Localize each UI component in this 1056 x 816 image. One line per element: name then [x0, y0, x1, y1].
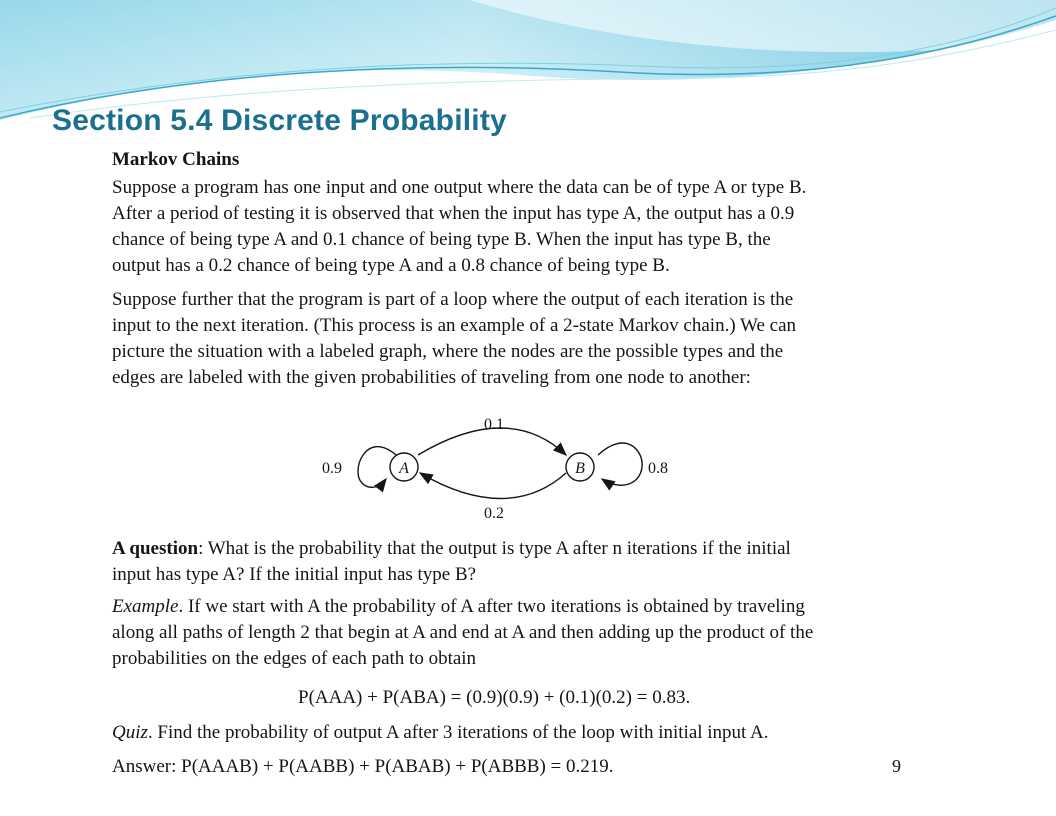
- edge-a-to-b-label: 0.1: [484, 416, 504, 433]
- paragraph-2-line-4: edges are labeled with the given probabilities of traveling from one node to another:: [112, 367, 751, 388]
- paragraph-1-line-3: chance of being type A and 0.1 chance of being type B. When the input has type B, the: [112, 229, 771, 250]
- example-label: Example: [112, 596, 179, 617]
- section-heading: Markov Chains: [112, 149, 240, 170]
- quiz-label: Quiz: [112, 722, 148, 743]
- question-line-1: [112, 536, 791, 562]
- markov-chain-graph: [308, 411, 688, 523]
- paragraph-2-line-1: Suppose further that the program is part of a loop where the output of each iteration is the: [112, 289, 794, 310]
- paragraph-1-line-2: After a period of testing it is observed that when the input has type A, the output has a 0.9: [112, 203, 795, 224]
- answer-line: Answer: P(AAAB) + P(AABB) + P(ABAB) + P(ABBB) = 0.219.: [112, 756, 614, 777]
- slide-title: Section 5.4 Discrete Probability: [52, 104, 507, 137]
- node-b-label: B: [575, 460, 585, 477]
- paragraph-2-line-2: input to the next iteration. (This process is an example of a 2-state Markov chain.) We can: [112, 315, 797, 336]
- question-text-1: : What is the probability that the output is type A after n iterations if the initial: [198, 538, 791, 559]
- node-a-label: A: [399, 460, 409, 477]
- example-line-2: along all paths of length 2 that begin at A and end at A and then adding up the product of the: [112, 622, 814, 643]
- example-line-1: [112, 594, 805, 620]
- quiz-text: . Find the probability of output A after 3 iterations of the loop with initial input A.: [147, 722, 769, 743]
- loop-b: [598, 443, 642, 485]
- edge-b-to-a: [420, 473, 566, 499]
- example-line-3: probabilities on the edges of each path to obtain: [112, 648, 477, 669]
- paragraph-1-line-4: output has a 0.2 chance of being type A and a 0.8 chance of being type B.: [112, 255, 670, 276]
- page-number: 9: [892, 756, 901, 776]
- loop-b-label: 0.8: [648, 460, 668, 477]
- quiz-line: [112, 720, 769, 746]
- paragraph-1-line-1: Suppose a program has one input and one output where the data can be of type A or type B.: [112, 177, 807, 198]
- example-text-1: . If we start with A the probability of A after two iterations is obtained by traveling: [178, 596, 805, 617]
- loop-a-label: 0.9: [322, 460, 342, 477]
- paragraph-2-line-3: picture the situation with a labeled graph, where the nodes are the possible types and the: [112, 341, 784, 362]
- slide-content-image: [108, 143, 946, 793]
- question-label: A question: [112, 538, 199, 559]
- question-line-2: input has type A? If the initial input has type B?: [112, 564, 477, 585]
- edge-b-to-a-label: 0.2: [484, 505, 504, 522]
- formula: P(AAA) + P(ABA) = (0.9)(0.9) + (0.1)(0.2) = 0.83.: [298, 687, 691, 708]
